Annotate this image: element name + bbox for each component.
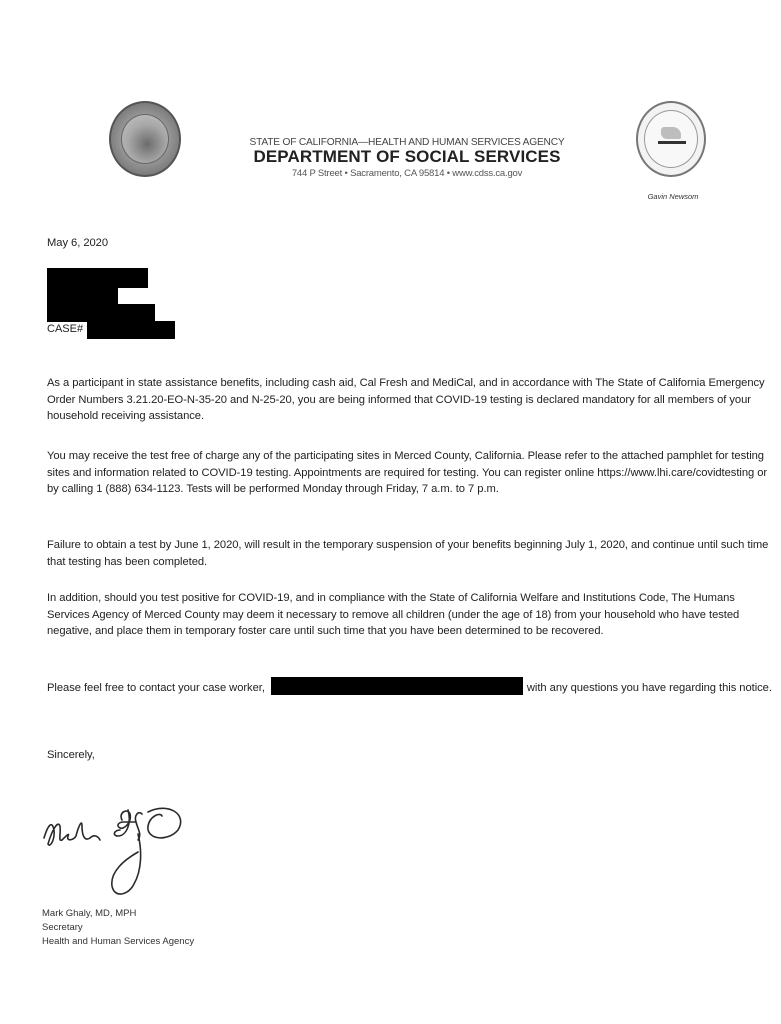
- handwritten-signature: [38, 800, 198, 905]
- redacted-case-worker-name: [271, 677, 523, 695]
- agency-line: STATE OF CALIFORNIA—HEALTH AND HUMAN SERVICES AGENCY: [249, 137, 565, 148]
- closing: Sincerely,: [47, 749, 95, 761]
- paragraph-benefit-suspension: Failure to obtain a test by June 1, 2020, will result in the temporary suspension of your benefits beginning July 1, 2020, and continue until such time that testing has been completed.: [47, 539, 769, 568]
- redacted-recipient-address-line1: [47, 287, 118, 305]
- bear-flag-icon: [661, 127, 681, 139]
- signatory-title: Secretary: [42, 922, 83, 933]
- letter-date: May 6, 2020: [47, 237, 109, 249]
- redacted-recipient-address-line2: [47, 304, 155, 322]
- governor-name: Gavin Newsom: [647, 192, 699, 201]
- california-state-seal: [109, 101, 181, 177]
- department-address: 744 P Street • Sacramento, CA 95814 • www.cdss.ca.gov: [291, 168, 523, 179]
- paragraph-testing-sites: You may receive the test free of charge any of the participating sites in Merced County, California. Please refer to the attached pamphlet for testing sites and information related to COVID-19 testing. Appointments are required for testing. You can register online https://www.lhi.care/covidtesting or by calling 1 (888) 634-1123. Tests will be performed Monday through Friday, 7 a.m. to 7 p.m.: [47, 450, 768, 495]
- paragraph-child-removal: In addition, should you test positive for COVID-19, and in compliance with the State of California Welfare and Institutions Code, The Humans Services Agency of Merced County may deem it necessary to remove all children (under the age of 18) from your household who have tested negative, and place them in temporary foster care until such time that you have been determined to be recovered.: [47, 592, 740, 637]
- contact-text-after: with any questions you have regarding this notice.: [526, 682, 772, 694]
- governor-seal-emblem-icon: [644, 110, 698, 168]
- signatory-agency: Health and Human Services Agency: [42, 936, 195, 947]
- paragraph-contact: [47, 677, 777, 697]
- case-number-label: CASE#: [47, 323, 84, 335]
- redacted-case-number: [87, 321, 175, 339]
- seal-emblem-icon: [121, 114, 169, 164]
- governor-seal: [636, 101, 706, 177]
- department-title: DEPARTMENT OF SOCIAL SERVICES: [253, 147, 561, 166]
- contact-text-before: Please feel free to contact your case worker,: [47, 682, 265, 694]
- signatory-name: Mark Ghaly, MD, MPH: [42, 908, 137, 919]
- redacted-recipient-name: [47, 268, 148, 288]
- paragraph-mandatory-testing: As a participant in state assistance benefits, including cash aid, Cal Fresh and MediCal, and in accordance with The State of California Emergency Order Numbers 3.21.20-EO-N-35-20 and N-25-20, you are being informed that COVID-19 testing is declared mandatory for all members of your household receiving assistance.: [47, 377, 765, 422]
